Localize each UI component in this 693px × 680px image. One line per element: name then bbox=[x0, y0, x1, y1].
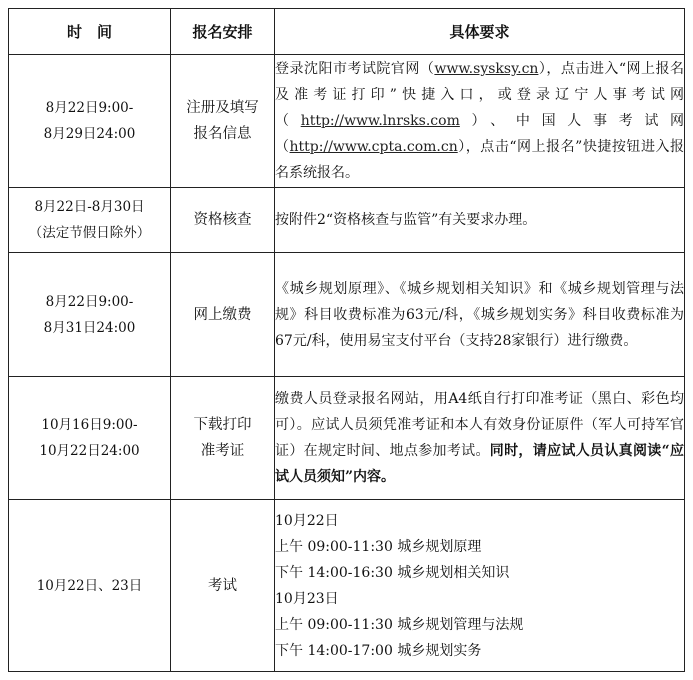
arrangement-cell bbox=[171, 55, 275, 188]
requirement-text: 按附件2“资格核查与监管”有关要求办理。 bbox=[275, 212, 537, 228]
exam-session-line: 下午 14:00-17:00 城乡规划实务 bbox=[275, 642, 482, 659]
arrangement-line: 准考证 bbox=[200, 443, 245, 459]
requirement-text: 《城乡规划原理》、《城乡规划相关知识》和《城乡规划管理与法规》科目收费标准为63元/科，《城乡规划实务》科目收费标准为67元/科，使用易宝支付平台（支持28家银行）进行缴费。 bbox=[275, 280, 684, 349]
exam-session-line: 上午 09:00-11:30 城乡规划原理 bbox=[275, 538, 482, 555]
requirement-text: ），点击“网上报名”快捷按钮进入报名系统报名。 bbox=[275, 139, 684, 181]
arrangement-line: 注册及填写 bbox=[186, 100, 259, 116]
time-cell bbox=[9, 500, 171, 672]
exam-session-line: 下午 14:00-16:30 城乡规划相关知识 bbox=[275, 564, 510, 581]
exam-date-line: 10月23日 bbox=[275, 590, 339, 607]
requirement-bold-notice: 同时，请应试人员认真阅读“应试人员须知”内容。 bbox=[275, 443, 684, 485]
header-requirement: 具体要求 bbox=[275, 9, 685, 55]
header-time: 时 间 bbox=[9, 9, 171, 55]
requirement-text: ）、中国人事考试网（ bbox=[275, 113, 685, 155]
time-line: 8月31日24:00 bbox=[43, 319, 136, 336]
arrangement-cell bbox=[171, 500, 275, 672]
arrangement-line: 资格核查 bbox=[193, 212, 252, 228]
arrangement-line: 报名信息 bbox=[193, 126, 252, 142]
requirement-cell bbox=[275, 55, 685, 188]
table-row bbox=[9, 188, 685, 253]
table-row bbox=[9, 500, 685, 672]
time-cell bbox=[9, 377, 171, 500]
header-arrangement: 报名安排 bbox=[171, 9, 275, 55]
table-header-row bbox=[9, 9, 685, 55]
requirement-cell bbox=[275, 500, 685, 672]
time-line: 8月22日9:00- bbox=[45, 100, 134, 116]
table-row bbox=[9, 377, 685, 500]
time-cell bbox=[9, 188, 171, 253]
arrangement-line: 网上缴费 bbox=[193, 306, 252, 323]
time-line: 10月16日9:00- bbox=[41, 417, 138, 433]
lnrsks-link[interactable]: http://www.lnrsks.com bbox=[300, 113, 460, 129]
requirement-text: 登录沈阳市考试院官网（ bbox=[275, 61, 435, 77]
requirement-cell bbox=[275, 253, 685, 377]
exam-date-line: 10月22日 bbox=[275, 512, 339, 529]
time-line: 10月22日、23日 bbox=[36, 577, 143, 594]
table-row bbox=[9, 55, 685, 188]
arrangement-cell bbox=[171, 253, 275, 377]
requirement-text: 缴费人员登录报名网站，用A4纸自行打印准考证（黑白、彩色均可）。应试人员须凭准考证和本人有效身份证原件（军人可持军官证）在规定时间、地点参加考试。 bbox=[275, 391, 684, 459]
time-cell bbox=[9, 55, 171, 188]
time-line: 8月22日-8月30日 bbox=[34, 199, 145, 215]
arrangement-cell bbox=[171, 377, 275, 500]
time-line: 8月29日24:00 bbox=[43, 126, 136, 142]
table-row bbox=[9, 253, 685, 377]
arrangement-line: 考试 bbox=[208, 577, 237, 594]
exam-schedule-table bbox=[8, 8, 685, 672]
requirement-cell bbox=[275, 377, 685, 500]
requirement-text: ），点击进入“网上报名及准考证打印”快捷入口，或登录辽宁人事考试网（ bbox=[275, 61, 684, 129]
time-line: （法定节假日除外） bbox=[28, 225, 151, 241]
time-cell bbox=[9, 253, 171, 377]
sysksy-link[interactable]: www.sysksy.cn bbox=[434, 61, 539, 77]
time-line: 8月22日9:00- bbox=[45, 293, 134, 310]
cpta-link[interactable]: http://www.cpta.com.cn bbox=[289, 139, 458, 155]
arrangement-line: 下载打印 bbox=[193, 417, 252, 433]
exam-session-line: 上午 09:00-11:30 城乡规划管理与法规 bbox=[275, 616, 524, 633]
requirement-cell bbox=[275, 188, 685, 253]
arrangement-cell bbox=[171, 188, 275, 253]
time-line: 10月22日24:00 bbox=[39, 443, 140, 459]
